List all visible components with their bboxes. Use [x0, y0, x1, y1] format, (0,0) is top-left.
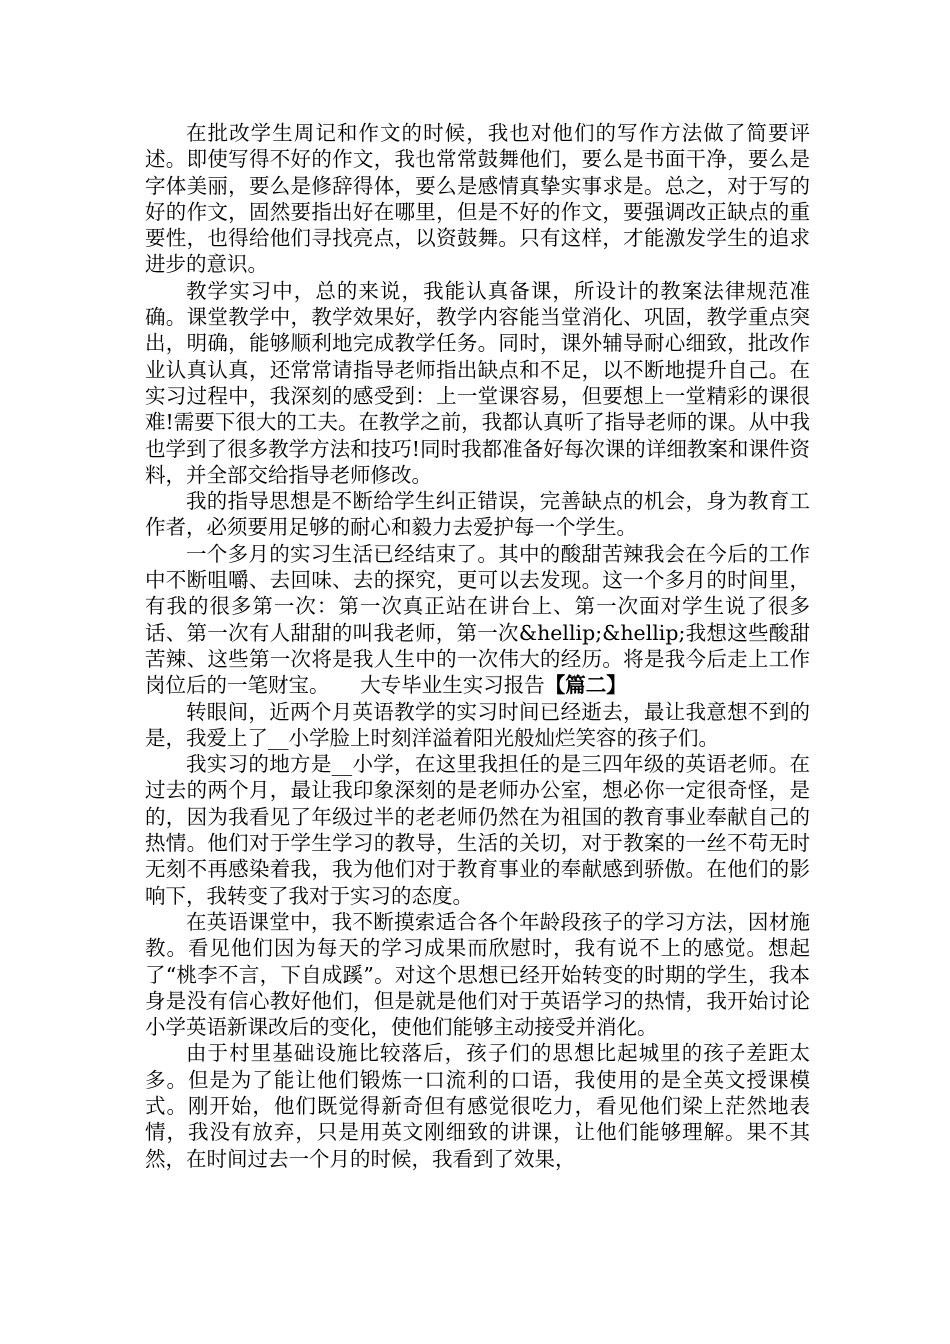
- paragraph-4: [145, 541, 810, 699]
- paragraph-3: 我的指导思想是不断给学生纠正错误，完善缺点的机会，身为教育工作者，必须要用足够的耐心和毅力去爱护每一个学生。: [145, 489, 810, 540]
- paragraph-4-text: 一个多月的实习生活已经结束了。其中的酸甜苦辣我会在今后的工作中不断咀嚼、去回味、去的探究，更可以去发现。这一个多月的时间里，有我的很多第一次：第一次真正站在讲台上、第一次面对学生说了很多话、第一次有人甜甜的叫我老师，第一次&hellip;&hellip;我想这些酸甜苦辣、这些第一次将是我人生中的一次伟大的经历。将是我今后走上工作岗位后的一笔财宝。 大专毕业生实习报告: [145, 541, 810, 698]
- section-heading: 【篇二】: [544, 673, 627, 698]
- paragraph-1: 在批改学生周记和作文的时候，我也对他们的写作方法做了简要评述。即使写得不好的作文，我也常常鼓舞他们，要么是书面干净，要么是字体美丽，要么是修辞得体，要么是感情真挚实事求是。总之，对于写的好的作文，固然要指出好在哪里，但是不好的作文，要强调改正缺点的重要性，也得给他们寻找亮点，以资鼓舞。只有这样，才能激发学生的追求进步的意识。: [145, 121, 810, 277]
- paragraph-7: 在英语课堂中，我不断摸索适合各个年龄段孩子的学习方法，因材施教。看见他们因为每天的学习成果而欣慰时，我有说不上的感觉。想起了“桃李不言，下自成蹊”。对这个思想已经开始转变的时期的学生，我本身是没有信心教好他们，但是就是他们对于英语学习的热情，我开始讨论小学英语新课改后的变化，使他们能够主动接受并消化。: [145, 909, 810, 1040]
- paragraph-6: 我实习的地方是__小学，在这里我担任的是三四年级的英语老师。在过去的两个月，最让我印象深刻的是老师办公室，想必你一定很奇怪，是的，因为我看见了年级过半的老老师仍然在为祖国的教育事业奉献自己的热情。他们对于学生学习的教导，生活的关切，对于教案的一丝不苟无时无刻不再感染着我，我为他们对于教育事业的奉献感到骄傲。在他们的影响下，我转变了我对于实习的态度。: [145, 752, 810, 908]
- document-page: [145, 120, 810, 1172]
- paragraph-2: 教学实习中，总的来说，我能认真备课，所设计的教案法律规范准确。课堂教学中，教学效果好，教学内容能当堂消化、巩固，教学重点突出，明确，能够顺利地完成教学任务。同时，课外辅导耐心细致，批改作业认真认真，还常常请指导老师指出缺点和不足，以不断地提升自己。在实习过程中，我深刻的感受到：上一堂课容易，但要想上一堂精彩的课很难!需要下很大的工夫。在教学之前，我都认真听了指导老师的课。从中我也学到了很多教学方法和技巧!同时我都准备好每次课的详细教案和课件资料，并全部交给指导老师修改。: [145, 278, 810, 487]
- paragraph-5: 转眼间，近两个月英语教学的实习时间已经逝去，最让我意想不到的是，我爱上了__小学脸上时刻洋溢着阳光般灿烂笑容的孩子们。: [145, 699, 810, 750]
- paragraph-8: 由于村里基础设施比较落后，孩子们的思想比起城里的孩子差距太多。但是为了能让他们锻炼一口流利的口语，我使用的是全英文授课模式。刚开始，他们既觉得新奇但有感觉很吃力，看见他们梁上茫然地表情，我没有放弃，只是用英文刚细致的讲课，让他们能够理解。果不其然，在时间过去一个月的时候，我看到了效果，: [145, 1041, 810, 1171]
